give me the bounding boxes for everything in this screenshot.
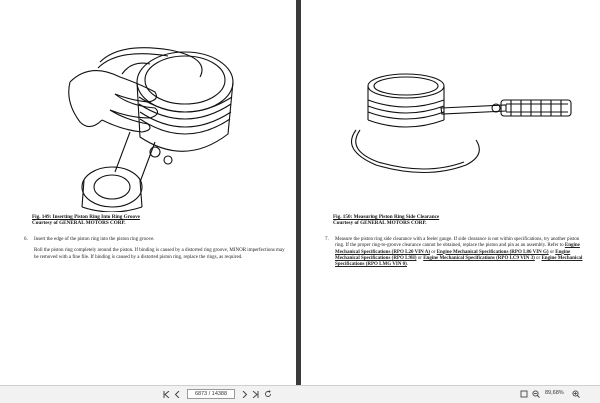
step-7-number: 7. [325,237,329,242]
zoom-in-icon[interactable] [572,389,580,399]
left-body-text [24,237,286,266]
right-figure-credit: Courtesy of GENERAL MOTORS CORP. [333,220,427,227]
left-page [0,0,296,385]
viewer-toolbar [0,385,600,403]
spec-link-lc9[interactable]: Engine Mechanical Specifications (RPO LC9 VIN 3) [423,255,535,261]
left-figure-title: Fig. 149: Inserting Piston Ring Into Ring Groove [32,214,140,220]
left-figure-credit: Courtesy of GENERAL MOTORS CORP. [32,220,126,227]
step-7-content [335,237,587,268]
spec-link-l9h[interactable]: Engine Mechanical Specifications (RPO L9H) [335,249,571,261]
prev-page-icon[interactable] [173,389,181,399]
last-page-icon[interactable] [251,389,259,399]
step-7 [325,237,587,268]
step-6-number: 6. [24,237,28,242]
or-text-1: or [430,249,437,255]
right-figure-title: Fig. 150: Measuring Piston Ring Side Clearance [333,214,440,220]
spec-link-l86[interactable]: Engine Mechanical Specifications (RPO L86 VIN G) [436,249,549,255]
rotate-icon[interactable] [264,389,272,399]
right-body-text [325,237,587,273]
or-text-3: or [416,255,424,261]
right-page [301,0,600,385]
piston-ring-insert-illustration [60,22,270,212]
next-page-icon[interactable] [240,389,248,399]
zoom-level: 89,68% [545,390,564,396]
spec-link-lmg[interactable]: Engine Mechanical Specifications (RPO LMG VIN 0) [335,255,583,268]
end-period: . [406,262,409,268]
spec-link-l20[interactable]: Engine Mechanical Specifications (RPO L20 VIN A) [335,243,580,255]
right-figure-caption [333,214,583,227]
roll-ring-paragraph: Roll the piston ring completely around the piston. If binding is caused by a distorted ring groove, MINOR imperfections may be removed with a fine file. If binding is caused by a distorted piston ring, replace the rings, as required. [34,248,285,260]
left-figure-caption [32,214,282,227]
zoom-out-icon[interactable] [532,389,540,399]
first-page-icon[interactable] [162,389,170,399]
step-6 [24,237,286,243]
page-number-input[interactable]: 6873 / 14388 [187,389,235,399]
or-text-4: or [534,255,542,261]
feeler-gauge-illustration [346,70,576,180]
fit-icon[interactable] [520,389,528,399]
step-7-text: Measure the piston ring side clearance with a feeler gauge. If side clearance is not within specifications, try another piston ring. If the proper ring-to-groove clearance cannot be obtained, replace the piston and pin as an assembly. Refer to [335,237,580,249]
or-text-2: or [548,249,556,255]
step-6-text: Insert the edge of the piston ring into the piston ring groove. [34,237,155,242]
